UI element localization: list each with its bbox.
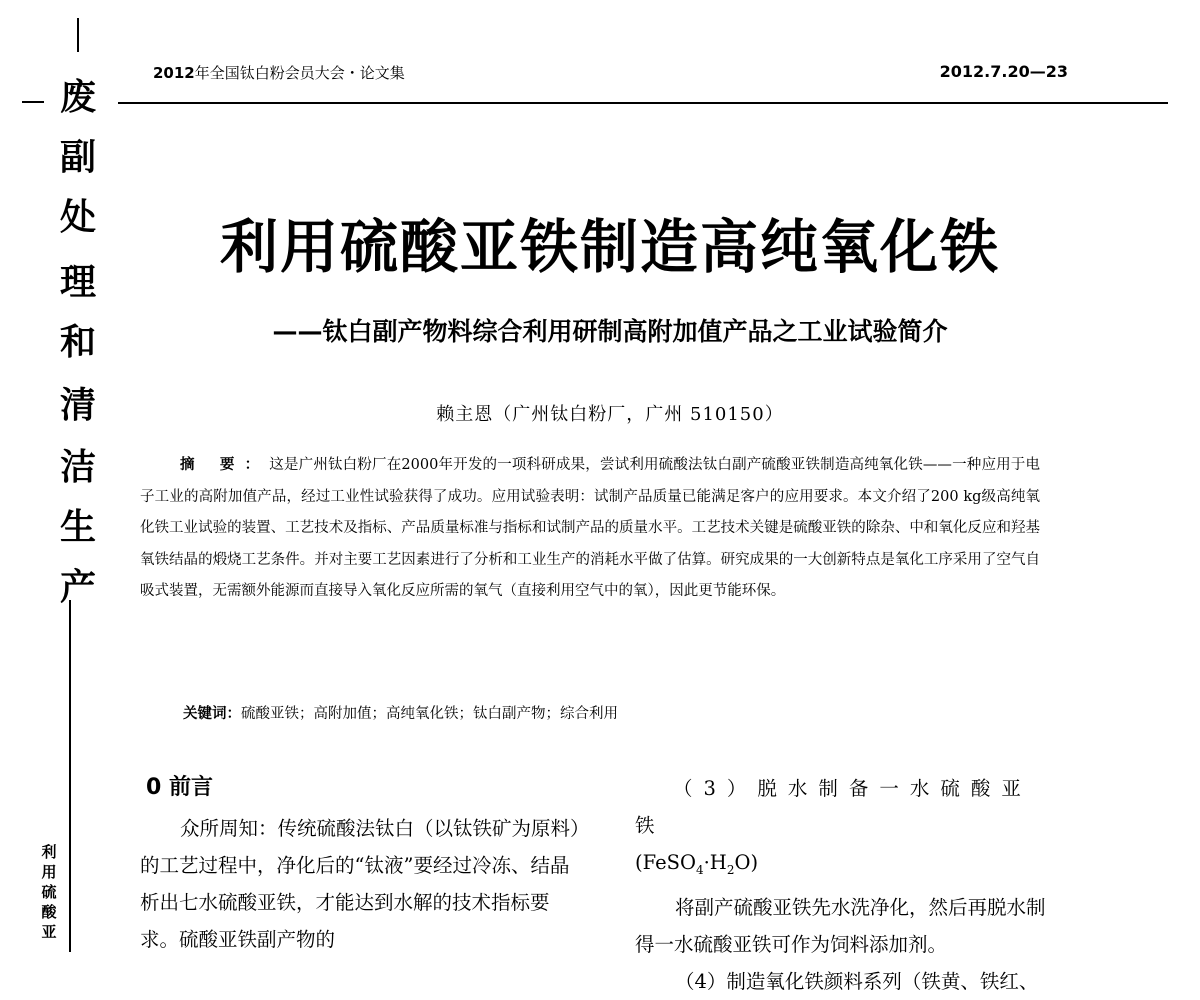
keywords bbox=[183, 702, 1063, 723]
abstract-text: 这是广州钛白粉厂在2000年开发的一项科研成果，尝试利用硫酸法钛白副产硫酸亚铁制造高纯氧化铁——一种应用于电子工业的高附加值产品，经过工业性试验获得了成功。应用试验表明：试制产品质量已能满足客户的应用要求。本文介绍了200 kg级高纯氧化铁工业试验的装置、工艺技术及指标、产品质量标准与指标和试制产品的质量水平。工艺技术关键是硫酸亚铁的除杂、中和氧化反应和羟基氧铁结晶的煅烧工艺条件。并对主要工艺因素进行了分析和工业生产的消耗水平做了估算。研究成果的一大创新特点是氧化工序采用了空气自吸式装置，无需额外能源而直接导入氧化反应所需的氧气（直接利用空气中的氧），因此更节能环保。 bbox=[140, 457, 1040, 599]
item3-paragraph: 将副产硫酸亚铁先水洗净化，然后再脱水制得一水硫酸亚铁可作为饲料添加剂。 bbox=[635, 895, 1046, 956]
keywords-label: 关键词： bbox=[183, 706, 241, 722]
sidebar-section-char: 生 bbox=[59, 507, 96, 548]
sidebar-section-char: 处 bbox=[59, 197, 96, 238]
item4-paragraph: （4）制造氧化铁颜料系列（铁黄、铁红、 bbox=[675, 969, 1039, 993]
author-line: 赖主恩（广州钛白粉厂，广州 510150） bbox=[436, 404, 784, 425]
sidebar-vertical-line bbox=[69, 600, 71, 952]
paper-title: 利用硫酸亚铁制造高纯氧化铁 bbox=[219, 213, 1000, 281]
abstract-label: 摘 要： bbox=[180, 457, 270, 473]
running-title-char: 用 bbox=[41, 863, 57, 881]
running-header bbox=[153, 62, 405, 83]
item3-heading: （3）脱水制备一水硫酸亚铁 bbox=[635, 777, 1032, 837]
running-title-char: 酸 bbox=[41, 903, 57, 921]
sidebar-top-line bbox=[77, 18, 79, 52]
running-title-char: 亚 bbox=[41, 923, 57, 941]
right-column bbox=[635, 770, 1055, 1000]
sidebar-section-char: 副 bbox=[59, 137, 96, 178]
keywords-text: 硫酸亚铁；高附加值；高纯氧化铁；钛白副产物；综合利用 bbox=[241, 706, 618, 722]
sidebar-section-char: 清 bbox=[59, 385, 96, 426]
left-column-paragraph: 众所周知：传统硫酸法钛白（以钛铁矿为原料）的工艺过程中，净化后的“钛液”要经过冷冻、结晶析出七水硫酸亚铁，才能达到水解的技术指标要求。硫酸亚铁副产物的 bbox=[140, 817, 580, 951]
sidebar-dash bbox=[22, 101, 44, 103]
running-title-char: 利 bbox=[41, 843, 57, 861]
sidebar-section-char: 和 bbox=[59, 322, 96, 363]
chemical-formula: $(FeSO_4\cdot H_2O)$ bbox=[635, 851, 759, 877]
paper-subtitle: ——钛白副产物料综合利用研制高附加值产品之工业试验简介 bbox=[272, 317, 948, 346]
sidebar-section-char: 洁 bbox=[59, 447, 96, 488]
sidebar-section-char: 产 bbox=[59, 567, 96, 608]
sidebar-section-char: 废 bbox=[59, 77, 96, 118]
section-heading: 0 前言 bbox=[146, 775, 213, 800]
running-title-char: 硫 bbox=[41, 883, 57, 901]
abstract bbox=[140, 450, 1040, 608]
sidebar-section-char: 理 bbox=[59, 262, 96, 303]
conference-name: 年全国钛白粉会员大会・论文集 bbox=[194, 64, 405, 82]
conference-date: 2012.7.20—23 bbox=[939, 62, 1068, 81]
header-rule bbox=[118, 102, 1168, 104]
conference-year: 2012 bbox=[153, 64, 195, 82]
